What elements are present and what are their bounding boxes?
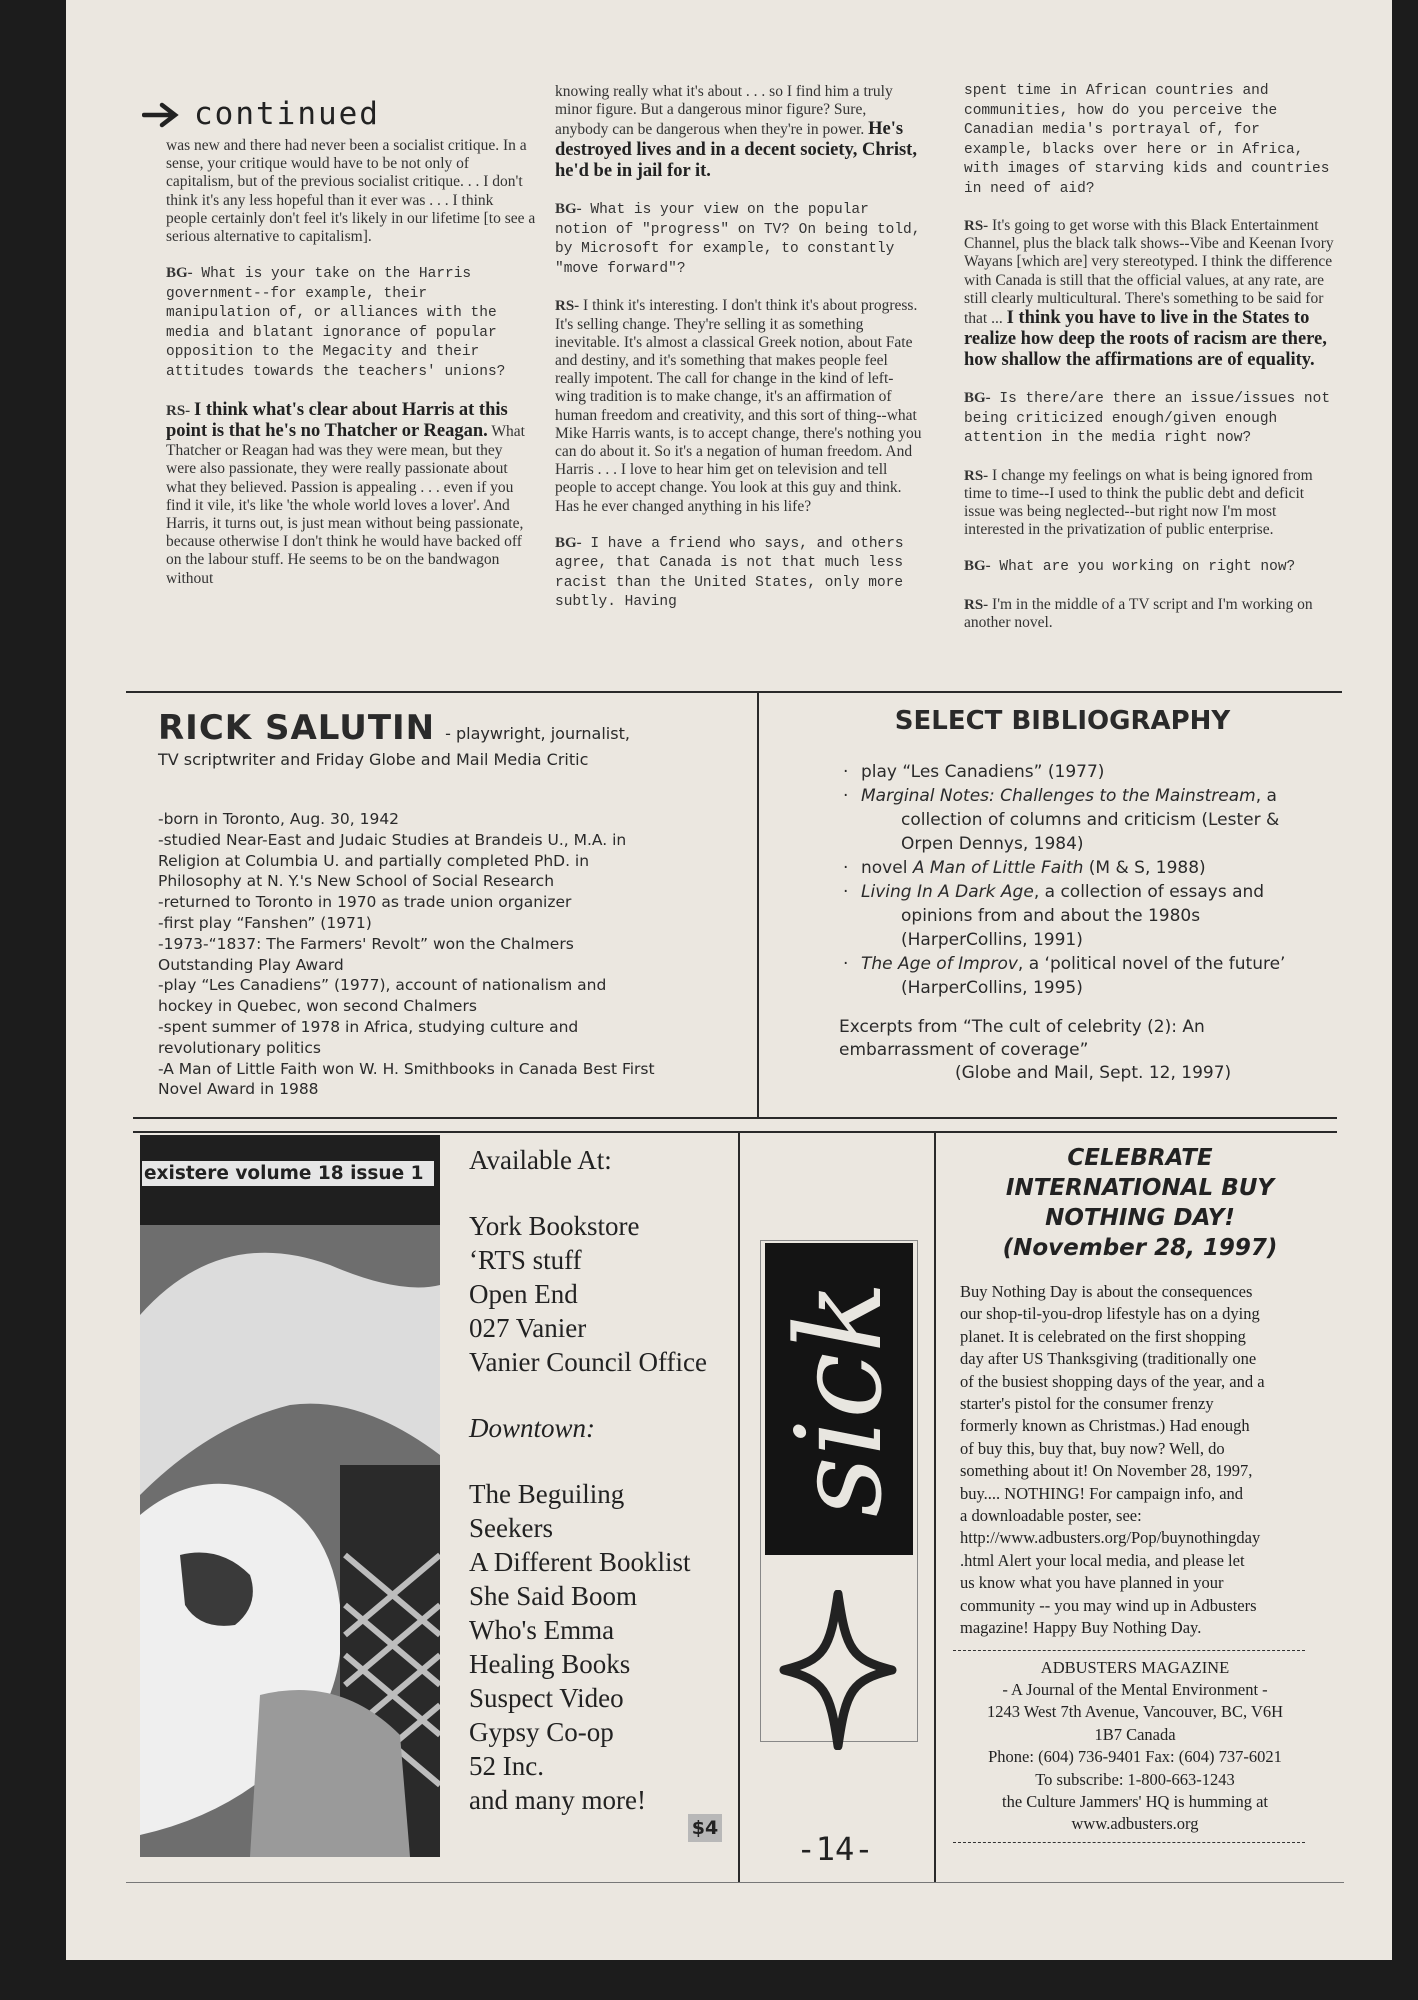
author-role: - playwright, journalist, — [445, 724, 630, 743]
adbusters-contact: ADBUSTERS MAGAZINE - A Journal of the Mental Environment - 1243 West 7th Avenue, Vancouver, BC, V6H 1B7 Canada Phone: (604) 736-9401 Fax: (604) 737-6021 To subscribe: 1-800-663-1243 the Culture Jammers' HQ is humming at www.adbusters.org — [986, 1657, 1284, 1834]
bio-line: Outstanding Play Award — [158, 955, 344, 974]
store-item: Vanier Council Office — [469, 1347, 707, 1377]
bio-line: -first play “Fanshen” (1971) — [158, 913, 372, 932]
bibliography-heading: SELECT BIBLIOGRAPHY — [894, 706, 1231, 736]
bio-line: -born in Toronto, Aug. 30, 1942 — [158, 810, 400, 828]
bio-line: -spent summer of 1978 in Africa, studying culture and — [158, 1017, 579, 1036]
sick-logo — [765, 1243, 913, 1555]
store-item: Seekers — [469, 1513, 553, 1543]
question-5: BG- What are you working on right now? — [964, 558, 1296, 576]
article-column-3 — [964, 82, 1336, 632]
store-item: She Said Boom — [469, 1581, 638, 1611]
bio-line: hockey in Quebec, won second Chalmers — [158, 997, 477, 1016]
answer-4: RS- I change my feelings on what is being ignored from time to time--I used to think the public debt and deficit issue was being neglected--but right now I'm most interested in the privatization of public enterprise. — [964, 466, 1313, 539]
section-divider-top — [126, 691, 1342, 693]
bio-header — [158, 708, 748, 748]
bib-item: · Living In A Dark Age, a collection of essays and opinions from and about the 1980s (HarperCollins, 1991) — [843, 882, 1265, 950]
continued-label: continued — [194, 96, 380, 132]
four-point-star-icon — [778, 1590, 898, 1750]
magazine-cover-image — [140, 1135, 440, 1857]
store-item: Suspect Video — [469, 1683, 624, 1713]
question-2: BG- What is your view on the popular notion of "progress" on TV? On being told, by Microsoft for example, to constantly "move forward"? — [555, 201, 921, 277]
answer-5: RS- I'm in the middle of a TV script and I'm working on another novel. — [964, 595, 1313, 632]
store-item: and many more! — [469, 1785, 646, 1815]
bio-line: -1973-“1837: The Farmers' Revolt” won the Chalmers — [158, 934, 574, 953]
sick-logo-text: sick — [770, 1281, 908, 1517]
bibliography-list — [841, 760, 1330, 1000]
bio-line: -studied Near-East and Judaic Studies at Brandeis U., M.A. in — [158, 830, 627, 849]
bottom-dotted-rule — [126, 1882, 1344, 1883]
bibliography — [775, 706, 1330, 1085]
bio-line: revolutionary politics — [158, 1038, 321, 1057]
bio-line: Novel Award in 1988 — [158, 1080, 319, 1099]
bio-facts — [158, 809, 748, 1100]
ad-body: Buy Nothing Day is about the consequences our shop-til-you-drop lifestyle has on a dying planet. It is celebrated on the first shopping day after US Thanksgiving (traditionally one of the busiest shopping days of the year, and a starter's pistol for the consumer frenzy formerly known as Christmas.) Had enough of buy this, buy that, buy now? Well, do something about it! On November 28, 1997, buy.... NOTHING! For campaign info, and a downloadable poster, see: http://www.adbusters.org/Pop/buynothingday .html Alert your local media, and please let us know what you have planned in your community -- you may wind up in Adbusters magazine! Happy Buy Nothing Day. — [960, 1282, 1265, 1638]
bib-item: · novel A Man of Little Faith (M & S, 1988) — [843, 858, 1206, 878]
col2-intro: knowing really what it's about . . . so I find him a truly minor figure. But a dangerous minor figure? Sure, anybody can be dangerous when they're in power. He's destroyed lives and in a decent society, Christ, he'd be in jail for it. — [555, 83, 917, 182]
answer-1: RS- I think what's clear about Harris at this point is that he's no Thatcher or Reagan. What Thatcher or Reagan had was they were mean, but they were also passionate, they were really passionate about what they believed. Passion is appealing . . . even if you find it vile, it's like 'the whole world loves a lover'. And Harris, it turns out, is just mean without being passionate, because otherwise I don't think he would have backed off on the labour stuff. He seems to be on the bandwagon without — [166, 400, 525, 587]
excerpt-credit: Excerpts from “The cult of celebrity (2): An embarrassment of coverage” (Globe and Mail, Sept. 12, 1997) — [839, 1017, 1232, 1083]
article-column-2 — [555, 83, 922, 613]
arrow-right-icon — [142, 102, 180, 128]
bib-item: · play “Les Canadiens” (1977) — [843, 762, 1105, 782]
bib-item: · Marginal Notes: Challenges to the Mainstream, a collection of columns and criticism (Lester & Orpen Dennys, 1984) — [843, 786, 1280, 854]
col1-intro: was new and there had never been a socialist critique. In a sense, your critique would have to be not only of capitalism, but of the previous socialist critique. . . I don't think it's any less hopeful than it ever was . . . I think people certainly don't feel it's likely in our lifetime [to see a serious alternative to capitalism]. — [166, 137, 536, 246]
answer-2: RS- I think it's interesting. I don't think it's about progress. It's selling change. They're selling it as something inevitable. It's almost a classical Greek notion, about Fate and destiny, and it's something that makes people feel really impotent. The call for change in the kind of left-wing tradition is to make change, it's an affirmation of human freedom and creativity, and this sort of thing--what Mike Harris wants, is to accept change, there's nothing you can do about it. So it's a negation of human freedom. And Harris . . . I love to hear him get on television and tell people to accept change. You look at this guy and think. Has he ever changed anything in his life? — [555, 297, 922, 515]
bib-item: · The Age of Improv, a ‘political novel of the future’ (HarperCollins, 1995) — [843, 954, 1286, 998]
cover-label: existere volume 18 issue 1 — [142, 1161, 434, 1186]
buy-nothing-day-ad — [945, 1143, 1335, 1843]
ad-dashed-rule-bottom — [953, 1842, 1305, 1843]
bio-line: Religion at Columbia U. and partially completed PhD. in — [158, 851, 590, 870]
author-role-2: TV scriptwriter and Friday Globe and Mail Media Critic — [158, 750, 589, 769]
store-item: 027 Vanier — [469, 1313, 587, 1343]
ad-divider — [934, 1133, 936, 1883]
store-item: A Different Booklist — [469, 1547, 691, 1577]
page-number: -14- — [796, 1830, 874, 1868]
store-item: York Bookstore — [469, 1211, 640, 1241]
store-item: ‘RTS stuff — [469, 1245, 582, 1275]
author-name: RICK SALUTIN — [158, 708, 436, 748]
available-heading: Available At: — [469, 1145, 612, 1175]
store-item: The Beguiling — [469, 1479, 625, 1509]
bio-line: -returned to Toronto in 1970 as trade union organizer — [158, 893, 572, 912]
downtown-heading: Downtown: — [469, 1413, 596, 1443]
store-item: Who's Emma — [469, 1615, 615, 1645]
price-badge: $4 — [688, 1814, 722, 1842]
section-divider-double-2 — [133, 1131, 1337, 1133]
question-1: BG- What is your take on the Harris government--for example, their manipulation of, or alliances with the media and blatant ignorance of popular opposition to the Megacity and their attitudes towards the teachers' unions? — [166, 265, 506, 380]
store-item: Healing Books — [469, 1649, 631, 1679]
bio-line: -play “Les Canadiens” (1977), account of nationalism and — [158, 976, 607, 995]
answer-3: RS- It's going to get worse with this Black Entertainment Channel, plus the black talk shows--Vibe and Keenan Ivory Wayans [which are] very stereotyped. I think the difference with Canada is still that the official values, at any rate, are still clearly multicultural. There's something to be said for that ... I think you have to live in the States to realize how deep the roots of racism are there, how shallow the affirmations are of equality. — [964, 217, 1334, 371]
bio-line: Philosophy at N. Y.'s New School of Social Research — [158, 872, 555, 891]
store-divider — [738, 1133, 740, 1883]
article-column-1 — [166, 137, 536, 588]
store-item: Open End — [469, 1279, 578, 1309]
store-item: 52 Inc. — [469, 1751, 544, 1781]
author-bio — [158, 708, 748, 1100]
ad-dashed-rule — [953, 1650, 1305, 1651]
store-item: Gypsy Co-op — [469, 1717, 614, 1747]
cover-photo — [140, 1135, 440, 1857]
question-4: BG- Is there/are there an issue/issues not being criticized enough/given enough attention in the media right now? — [964, 390, 1331, 447]
bio-divider — [757, 693, 759, 1117]
section-divider-double-1 — [133, 1117, 1337, 1119]
question-3: BG- I have a friend who says, and others agree, that Canada is not that much less racist than the United States, only more subtly. Having — [555, 534, 904, 611]
store-list — [469, 1143, 739, 1817]
ad-title: CELEBRATE INTERNATIONAL BUY NOTHING DAY! (November 28, 1997) — [1002, 1145, 1278, 1261]
bio-line: -A Man of Little Faith won W. H. Smithbooks in Canada Best First — [158, 1059, 655, 1078]
question-3-continued: spent time in African countries and communities, how do you perceive the Canadian media's portrayal of, for example, blacks over here or in Africa, with images of starving kids and countries in need of aid? — [964, 83, 1330, 197]
